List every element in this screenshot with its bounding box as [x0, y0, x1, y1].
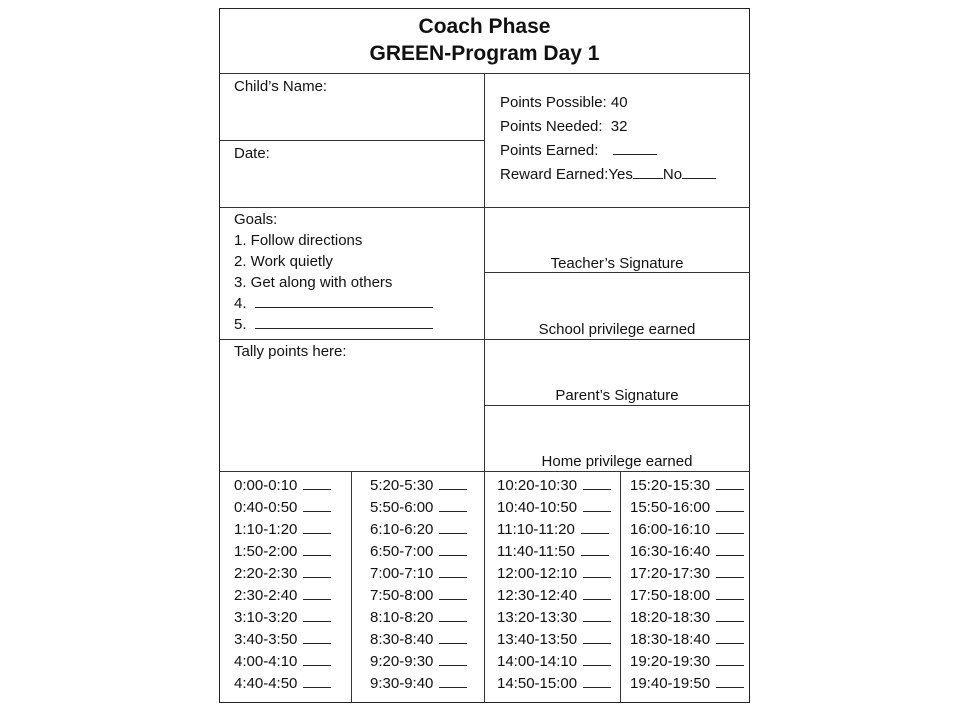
goal-item-3: 3. Get along with others	[234, 274, 393, 291]
time-slot-label: 17:20-17:30	[630, 565, 711, 582]
time-slot-label: 2:20-2:30	[234, 565, 298, 582]
time-slot-blank[interactable]	[716, 477, 744, 490]
time-slot-label: 14:00-14:10	[497, 653, 578, 670]
reward-yes-blank[interactable]	[633, 166, 663, 179]
time-slot-blank[interactable]	[439, 675, 467, 688]
time-slot	[630, 631, 744, 649]
reward-no-label: No	[662, 166, 683, 183]
goal-item-4-number: 4.	[234, 295, 247, 312]
time-slot-label: 0:00-0:10	[234, 477, 298, 494]
time-slot	[497, 499, 611, 517]
time-col-divider-3	[620, 471, 621, 703]
time-slot-blank[interactable]	[439, 499, 467, 512]
time-slot	[497, 565, 611, 583]
goal-item-5-blank[interactable]	[255, 316, 433, 329]
points-needed	[500, 118, 627, 136]
time-slot-label: 9:20-9:30	[370, 653, 434, 670]
points-possible	[500, 94, 628, 112]
time-slot	[630, 609, 744, 627]
time-slot-label: 8:10-8:20	[370, 609, 434, 626]
time-slot-label: 13:20-13:30	[497, 609, 578, 626]
time-col-divider-2	[484, 471, 485, 703]
time-slot-blank[interactable]	[583, 587, 611, 600]
time-slot	[234, 565, 331, 583]
time-slot-label: 16:00-16:10	[630, 521, 711, 538]
time-slot-blank[interactable]	[303, 499, 331, 512]
time-slot-label: 18:30-18:40	[630, 631, 711, 648]
time-slot-blank[interactable]	[716, 565, 744, 578]
time-slot	[234, 521, 331, 539]
form-title-line2: GREEN-Program Day 1	[369, 42, 600, 65]
time-slot-blank[interactable]	[303, 631, 331, 644]
time-slot-label: 11:40-11:50	[497, 543, 575, 560]
name-date-divider	[220, 140, 484, 141]
time-slot-label: 18:20-18:30	[630, 609, 711, 626]
date-label: Date:	[234, 145, 270, 162]
time-slot	[370, 499, 467, 517]
goal-item-5-number: 5.	[234, 316, 247, 333]
time-slot-label: 11:10-11:20	[497, 521, 575, 538]
time-slot-label: 15:20-15:30	[630, 477, 711, 494]
time-slot	[234, 653, 331, 671]
time-slot-label: 3:10-3:20	[234, 609, 298, 626]
time-slot	[370, 653, 467, 671]
time-slot	[370, 675, 467, 693]
child-name-label: Child’s Name:	[234, 78, 328, 95]
time-slot-blank[interactable]	[581, 543, 609, 556]
time-slot-label: 12:30-12:40	[497, 587, 578, 604]
goals-label: Goals:	[234, 211, 278, 228]
time-slot	[497, 653, 611, 671]
title-divider	[220, 73, 750, 74]
time-slot-label: 10:20-10:30	[497, 477, 578, 494]
time-slot	[234, 631, 331, 649]
points-earned-label: Points Earned:	[500, 142, 599, 159]
time-slot-label: 1:10-1:20	[234, 521, 298, 538]
time-slot-blank[interactable]	[583, 477, 611, 490]
time-slot	[497, 587, 611, 605]
form-title-line1: Coach Phase	[418, 15, 551, 38]
tally-times-divider	[220, 471, 750, 472]
time-slot-blank[interactable]	[303, 587, 331, 600]
time-slot-blank[interactable]	[439, 477, 467, 490]
time-slot-label: 1:50-2:00	[234, 543, 298, 560]
time-slot	[370, 477, 467, 495]
reward-yes-label: Yes	[608, 166, 633, 183]
time-slot	[370, 543, 467, 561]
time-slot-label: 0:40-0:50	[234, 499, 298, 516]
time-slot	[630, 653, 744, 671]
points-possible-value: 40	[610, 94, 628, 111]
time-slot-blank[interactable]	[439, 521, 467, 534]
goal-item-4-blank[interactable]	[255, 295, 433, 308]
points-needed-label: Points Needed:	[500, 118, 603, 135]
goals-tally-divider	[220, 339, 750, 340]
time-slot	[497, 631, 611, 649]
time-slot-blank[interactable]	[583, 631, 611, 644]
time-slot-blank[interactable]	[581, 521, 609, 534]
time-slot-blank[interactable]	[303, 653, 331, 666]
time-slot-label: 17:50-18:00	[630, 587, 711, 604]
parent-signature-label: Parent’s Signature	[555, 387, 679, 404]
points-earned	[500, 142, 657, 160]
time-slot-blank[interactable]	[716, 521, 744, 534]
time-slot-label: 16:30-16:40	[630, 543, 711, 560]
time-slot	[630, 477, 744, 495]
time-slot-blank[interactable]	[583, 565, 611, 578]
time-slot-label: 6:10-6:20	[370, 521, 434, 538]
time-slot-blank[interactable]	[716, 609, 744, 622]
time-slot-label: 19:40-19:50	[630, 675, 711, 692]
time-col-divider-1	[351, 471, 352, 703]
time-slot-blank[interactable]	[303, 609, 331, 622]
time-slot-label: 8:30-8:40	[370, 631, 434, 648]
info-goals-divider	[220, 207, 750, 208]
time-slot-blank[interactable]	[716, 587, 744, 600]
time-slot	[630, 543, 744, 561]
points-needed-value: 32	[610, 118, 628, 135]
time-slot-blank[interactable]	[716, 675, 744, 688]
time-slot-label: 6:50-7:00	[370, 543, 434, 560]
time-slot-label: 5:20-5:30	[370, 477, 434, 494]
time-slot-label: 10:40-10:50	[497, 499, 578, 516]
time-slot-blank[interactable]	[439, 631, 467, 644]
time-slot	[370, 565, 467, 583]
time-slot-blank[interactable]	[716, 653, 744, 666]
time-slot	[497, 477, 611, 495]
time-slot-label: 7:00-7:10	[370, 565, 434, 582]
time-slot-blank[interactable]	[439, 565, 467, 578]
time-slot	[630, 499, 744, 517]
time-slot	[234, 477, 331, 495]
time-slot-blank[interactable]	[439, 587, 467, 600]
time-slot-blank[interactable]	[716, 631, 744, 644]
time-slot	[234, 609, 331, 627]
goal-item-5	[234, 316, 433, 334]
time-slot-blank[interactable]	[303, 477, 331, 490]
time-slot-label: 7:50-8:00	[370, 587, 434, 604]
time-slot-blank[interactable]	[439, 609, 467, 622]
time-slot-blank[interactable]	[583, 609, 611, 622]
time-slot-label: 15:50-16:00	[630, 499, 711, 516]
time-slot	[370, 587, 467, 605]
school-privilege-label: School privilege earned	[538, 321, 696, 338]
time-slot-blank[interactable]	[303, 565, 331, 578]
time-slot-label: 3:40-3:50	[234, 631, 298, 648]
goal-item-4	[234, 295, 433, 313]
time-slot	[497, 609, 611, 627]
reward-earned	[500, 166, 716, 184]
time-slot	[234, 675, 331, 693]
time-slot-label: 9:30-9:40	[370, 675, 434, 692]
goal-item-1: 1. Follow directions	[234, 232, 363, 249]
parent-sig-line	[484, 405, 750, 406]
time-slot	[370, 609, 467, 627]
time-slot-label: 5:50-6:00	[370, 499, 434, 516]
time-slot	[497, 543, 609, 561]
time-slot-blank[interactable]	[716, 499, 744, 512]
time-slot	[234, 499, 331, 517]
tally-label: Tally points here:	[234, 343, 347, 360]
time-slot-label: 4:40-4:50	[234, 675, 298, 692]
time-slot-blank[interactable]	[303, 543, 331, 556]
time-slot	[630, 565, 744, 583]
time-slot-blank[interactable]	[716, 543, 744, 556]
time-slot-label: 2:30-2:40	[234, 587, 298, 604]
time-slot-label: 12:00-12:10	[497, 565, 578, 582]
home-privilege-label: Home privilege earned	[541, 453, 693, 470]
time-slot	[234, 543, 331, 561]
time-slot	[630, 521, 744, 539]
points-earned-blank[interactable]	[613, 142, 657, 155]
time-slot-blank[interactable]	[303, 521, 331, 534]
time-slot-label: 14:50-15:00	[497, 675, 578, 692]
time-slot-blank[interactable]	[583, 653, 611, 666]
time-slot-blank[interactable]	[303, 675, 331, 688]
time-slot	[630, 587, 744, 605]
reward-earned-label: Reward Earned:	[500, 166, 609, 183]
time-slot	[630, 675, 744, 693]
time-slot	[234, 587, 331, 605]
reward-no-blank[interactable]	[682, 166, 716, 179]
time-slot-blank[interactable]	[439, 543, 467, 556]
coach-phase-form	[219, 8, 750, 703]
time-slot-blank[interactable]	[583, 499, 611, 512]
time-slot	[497, 521, 609, 539]
time-slot	[370, 631, 467, 649]
goal-item-2: 2. Work quietly	[234, 253, 333, 270]
time-slot-blank[interactable]	[583, 675, 611, 688]
time-slot-label: 4:00-4:10	[234, 653, 298, 670]
teacher-signature-label: Teacher’s Signature	[550, 255, 684, 272]
time-slot	[370, 521, 467, 539]
time-slot	[497, 675, 611, 693]
time-slot-blank[interactable]	[439, 653, 467, 666]
time-slot-label: 13:40-13:50	[497, 631, 578, 648]
points-possible-label: Points Possible:	[500, 94, 607, 111]
time-slot-label: 19:20-19:30	[630, 653, 711, 670]
